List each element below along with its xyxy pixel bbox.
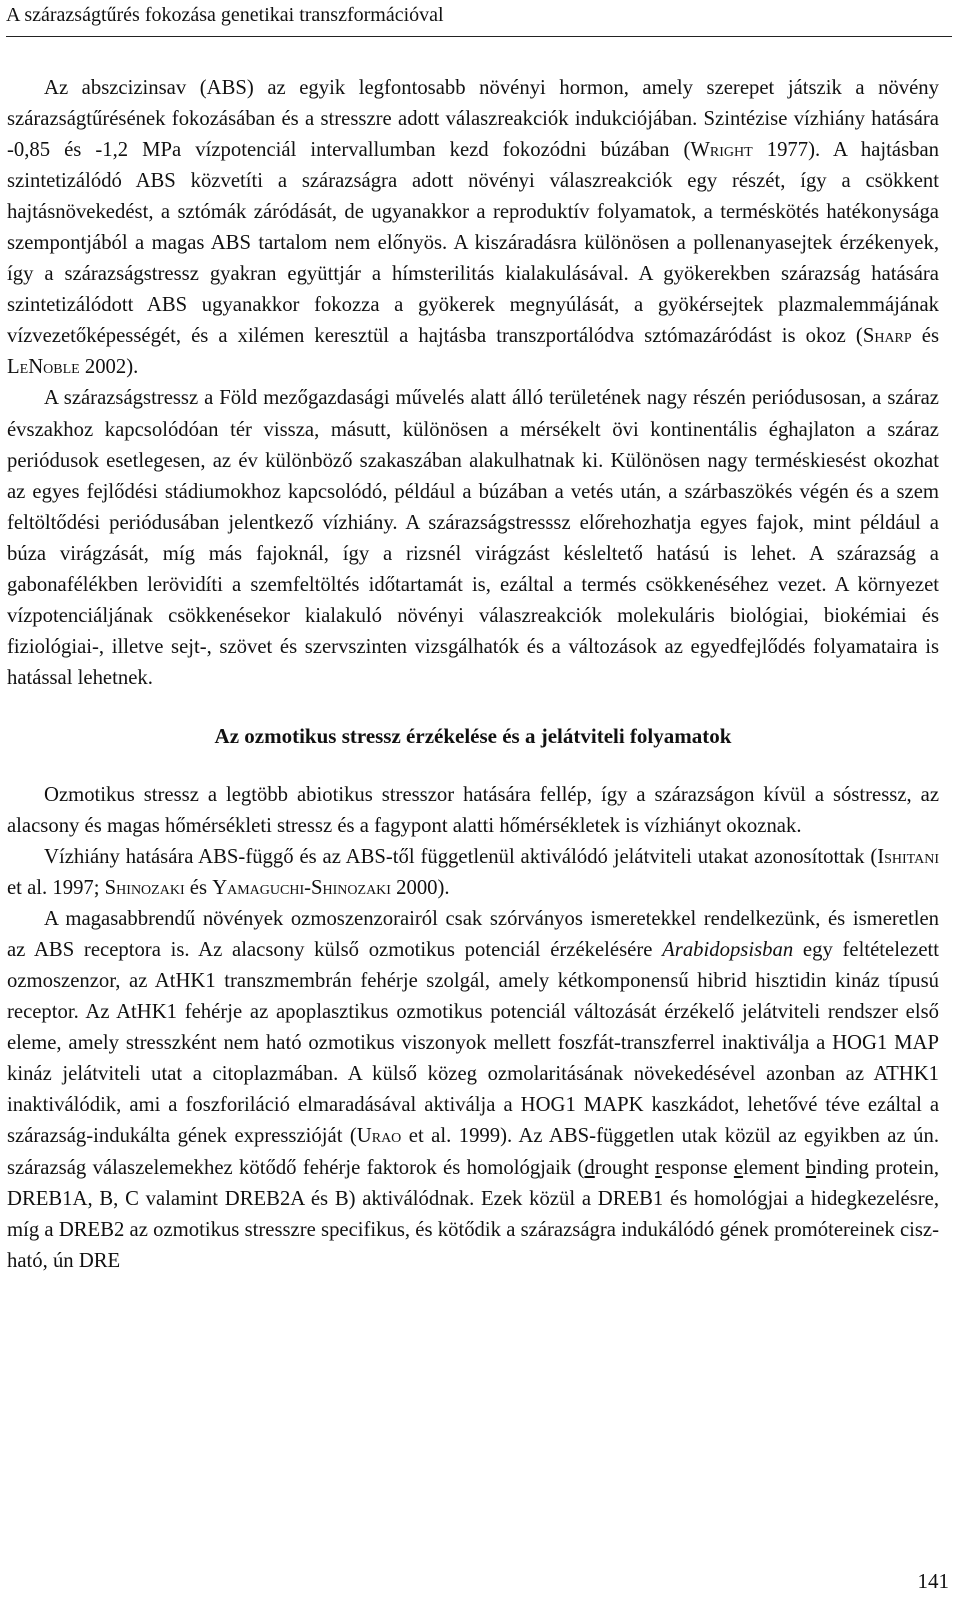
acronym-letter: r (655, 1156, 663, 1179)
author-citation: Sharp (862, 325, 912, 348)
page-body (7, 73, 939, 1277)
section-heading: Az ozmotikus stressz érzékelése és a jelátviteli folyamatok (214, 723, 732, 748)
paragraph-osmosensors (7, 904, 939, 1277)
text-run: és (184, 877, 213, 900)
text-run: rought (594, 1156, 656, 1179)
author-citation: Yamaguchi-Shinozaki (212, 877, 391, 900)
paragraph-drought-stress (7, 383, 939, 693)
header-rule (6, 36, 952, 37)
text-run: inding protein, DREB1A, B, C valamint DREB2A és B) aktiválódnak. Ezek közül a DREB1 és homológjai a hidegkezelésre, míg a DREB2 az ozmotikus stresszre specifikus, és kötődik a szárazságra indukálódó gének promótereinek cisz-ható, ún DRE (7, 1156, 940, 1272)
text-run: 2002). (79, 356, 139, 379)
paragraph-signal-pathways (7, 842, 939, 904)
text-run: A magasabbrendű növények ozmoszenzorairól csak szórványos ismeretekkel rendelkezünk, és ismeretlen az ABS receptora is. Az alacsony külső ozmotikus potenciál érzékelésére (7, 908, 939, 962)
text-run: Az abszcizinsav (ABS) az egyik legfontosabb növényi hormon, amely szerepet játszik a növény szárazságtűrésének fokozásában és a stresszre adott válaszreakciók indukciójában. Szintézise vízhiány hatására -0,85 és -1,2 MPa vízpotenciál intervallumban kezd fokozódni búzában ( (7, 77, 939, 162)
text-run: et al. 1997; (7, 877, 105, 900)
text-run: Vízhiány hatására ABS-függő és az ABS-től függetlenül aktiválódó jelátviteli utakat azonosítottak ( (44, 846, 878, 869)
text-run: et al. 1999). Az ABS-független utak közül az egyikben az ún. szárazság válaszelemekhez kötődő fehérje faktorok és homológjaik ( (7, 1125, 939, 1179)
acronym-letter: e (733, 1156, 744, 1179)
paragraph-aba-role (7, 73, 939, 383)
text-run: és (911, 325, 939, 348)
running-head: A szárazságtűrés fokozása genetikai transzformációval (6, 4, 444, 26)
text-run: 1977). A hajtásban szintetizálódó ABS közvetíti a szárazságra adott növényi válaszreakciók egy részét, így a csökkent hajtásnövekedést, a sztómák záródását, de ugyanakkor a reproduktív folyamatok, a terméskötés hatékonysága szempontjából a magas ABS tartalom nem előnyös. A kiszáradásra különösen a pollenanyasejtek érzékenyek, így a szárazságstressz gyakran együttjár a hímsterilitás kialakulásával. A gyökerekben szárazság hatására szintetizálódott ABS ugyanakkor fokozza a gyökerek megnyúlását, a gyökérsejtek plazmalemmájának vízvezetőképességét, és a xilémen keresztül a hajtásba transzportálódva sztómazáródást is okoz ( (7, 139, 939, 348)
author-citation: Wright (690, 139, 753, 162)
acronym-letter: d (584, 1156, 595, 1179)
species-name: Arabidopsisban (662, 939, 794, 962)
text-run: Ozmotikus stressz a legtöbb abiotikus stresszor hatására fellép, így a szárazságon kívül a sóstressz, az alacsony és magas hőmérsékleti stressz és a fagypont alatti hőmérsékletek is vízhiányt okoznak. (7, 783, 939, 837)
author-citation: Ishitani (877, 846, 939, 869)
author-citation: Shinozaki (104, 877, 185, 900)
text-run: 2000). (390, 877, 450, 900)
text-run: lement (743, 1156, 806, 1179)
paragraph-osmotic-stress (7, 780, 939, 842)
acronym-letter: b (805, 1156, 817, 1179)
text-run: egy feltételezett ozmoszenzor, az AtHK1 transzmembrán fehérje szolgál, amely kétkomponensű hibrid hisztidin kináz típusú receptor. Az AtHK1 fehérje az apoplasztikus ozmotikus potenciál változását érzékelő jelátviteli rendszer első eleme, amely stresszként nem ható ozmotikus viszonyok mellett foszfát-transzferrel inaktiválja a HOG1 MAP kináz jelátviteli utat a citoplazmában. A külső közeg ozmolaritásának növekedésével azonban az ATHK1 inaktiválódik, ami a foszforiláció elmaradásával aktiválja a HOG1 MAPK kaszkádot, lehetővé téve ezáltal a szárazság-indukálta gének expresszióját ( (7, 939, 939, 1148)
author-citation: Urao (356, 1125, 402, 1148)
page-number: 141 (917, 1569, 949, 1593)
text-run: A szárazságstressz a Föld mezőgazdasági művelés alatt álló területének nagy részén periódusosan, a száraz évszakhoz kapcsolódóan tér vissza, másutt, különösen a mérsékelt övi kontinentális éghajlaton a száraz periódusok esetlegesen, az év különböző szakaszában alakulhatnak ki. Különösen nagy terméskiesést okozhat az egyes fejlődési stádiumokhoz kapcsolódó, például a búzában a vetés után, a szárbaszökés végén és a szem feltöltődési periódusában jelentkező vízhiány. A szárazságstresssz előrehozhatja egyes fajok, mint például a búza virágzását, míg más fajoknál, így a rizsnél virágzást késleltető hatású is lehet. A szárazság a gabonafélékben lerövidíti a szemfeltöltés időtartamát is, ezáltal a termés csökkenéséhez vezet. A környezet vízpotenciáljának csökkenésekor kialakuló növényi válaszreakciók molekuláris biológiai, biokémiai és fiziológiai-, illetve sejt-, szövet és szervszinten vizsgálhatók és a változások az egyedfejlődés folyamataira is hatással lehetnek. (7, 387, 939, 689)
author-citation: LeNoble (7, 356, 80, 379)
text-run: esponse (662, 1156, 734, 1179)
